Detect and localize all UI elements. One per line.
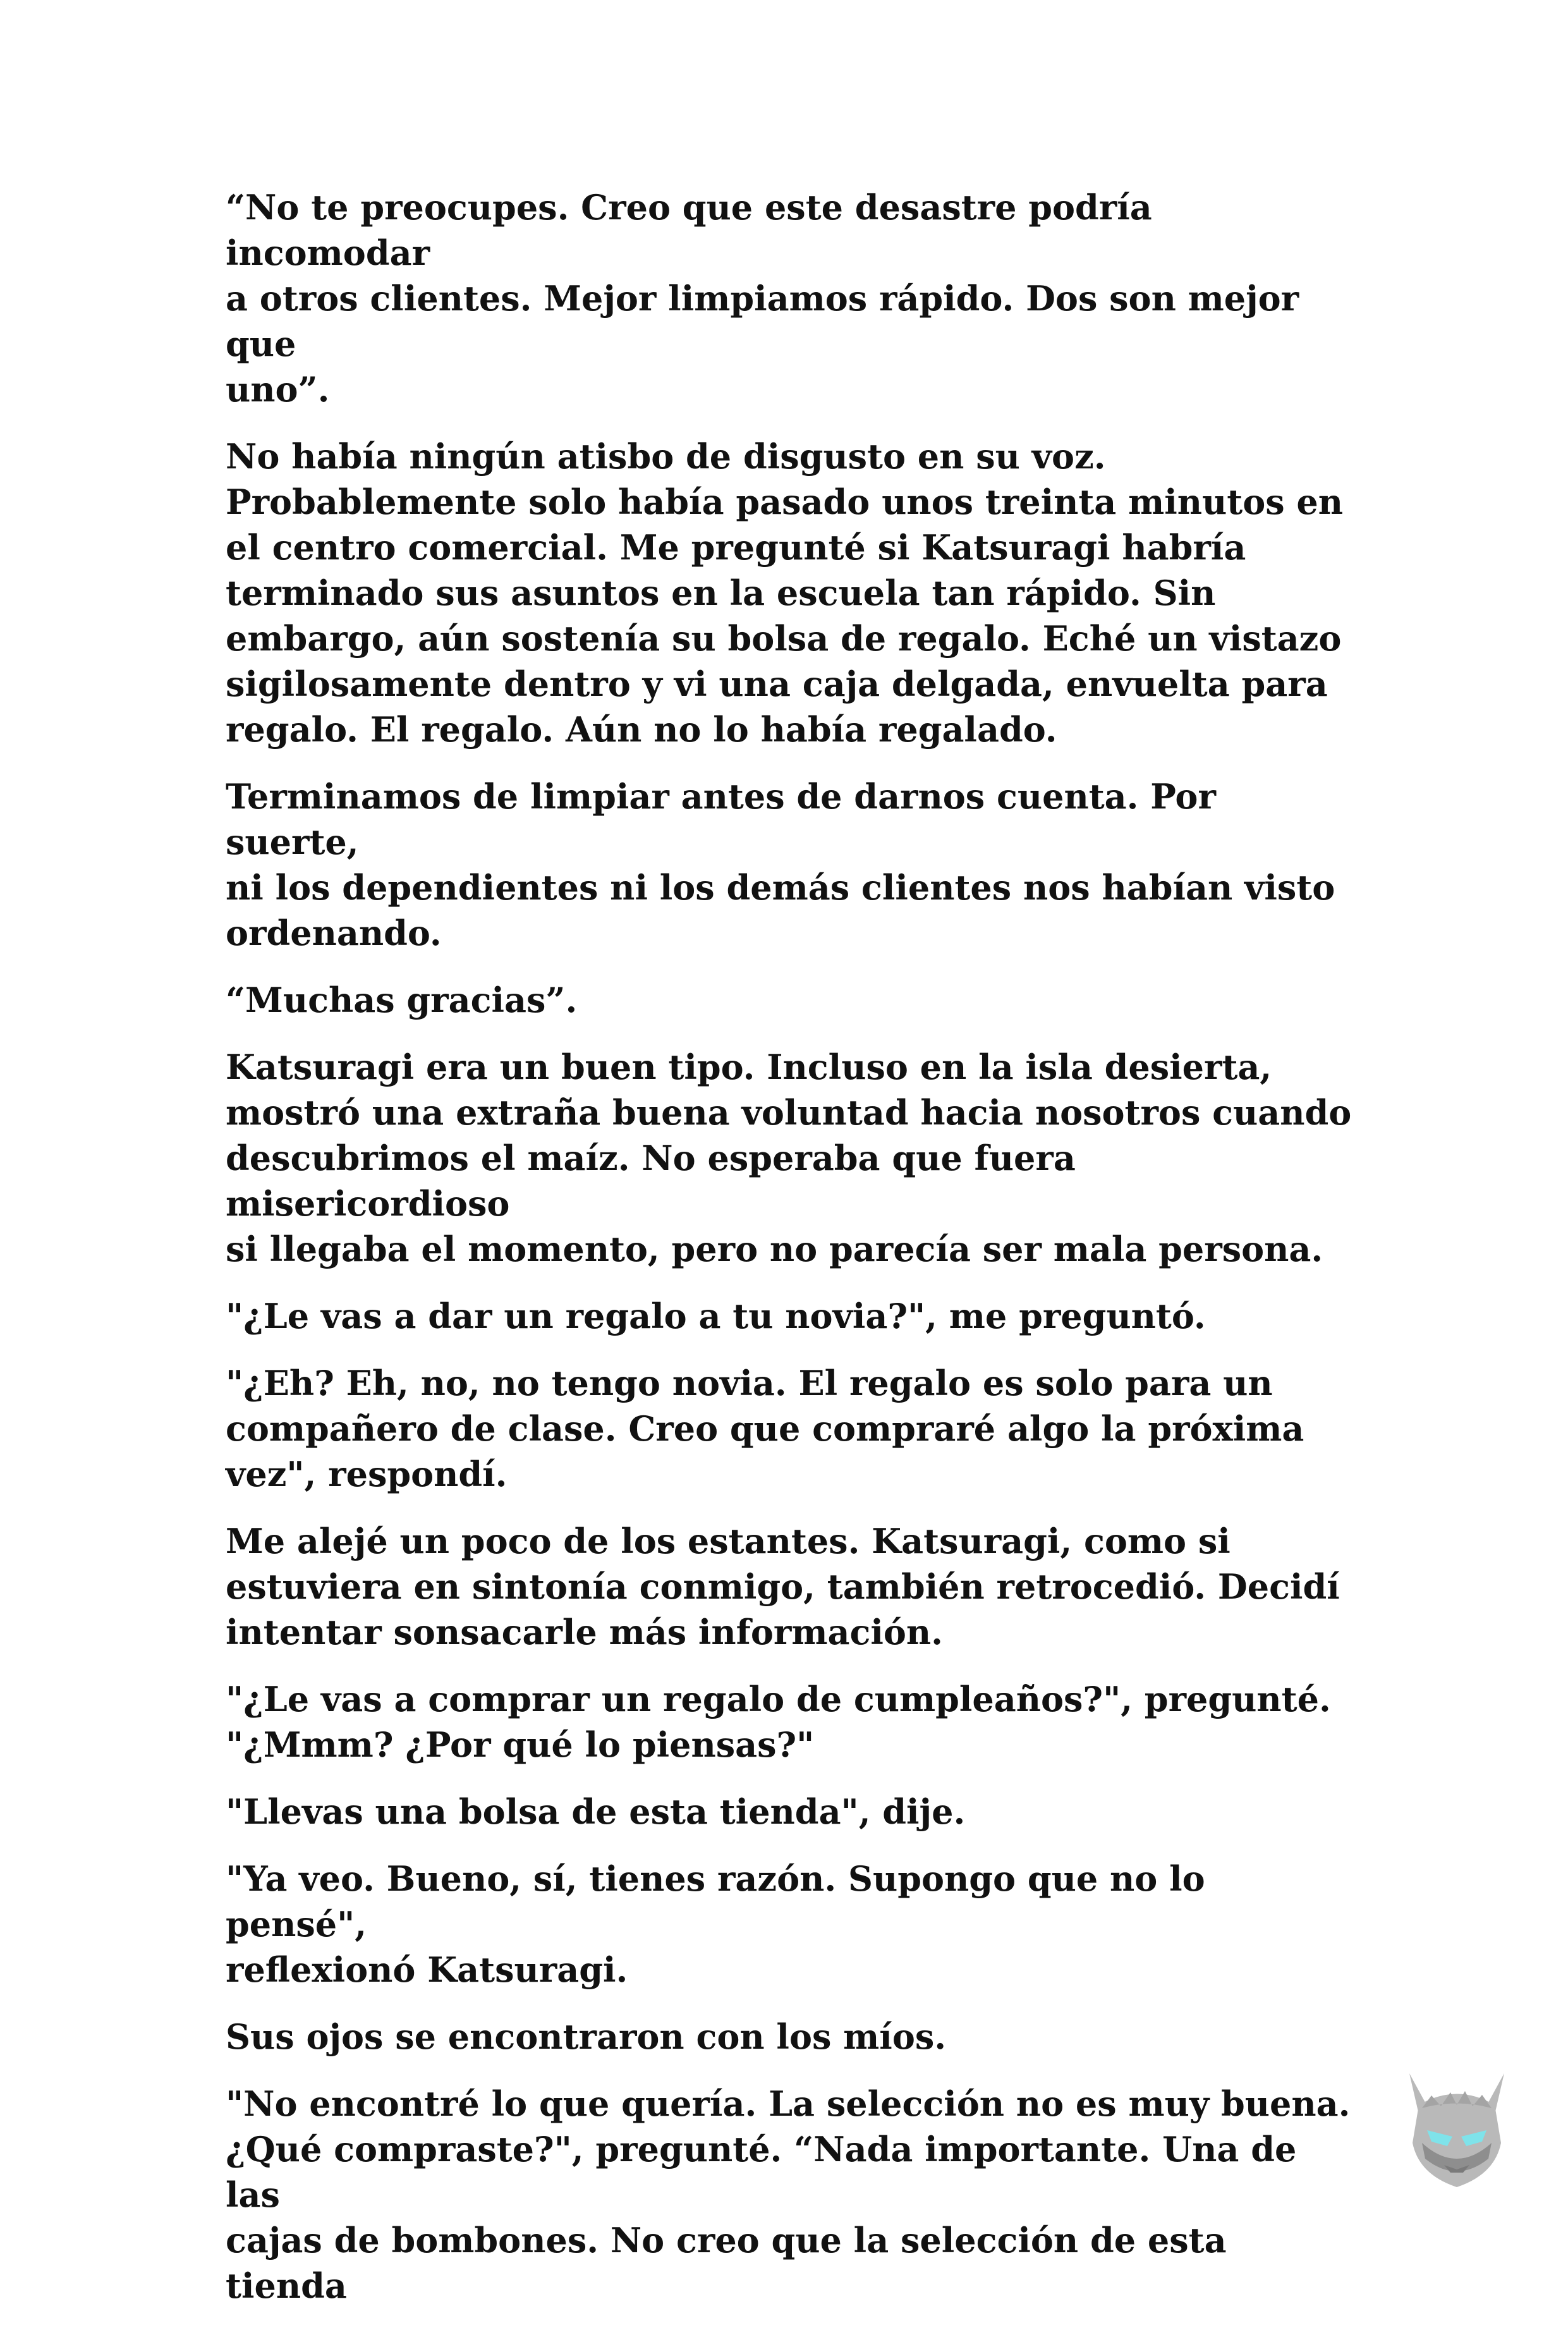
paragraph: “No te preocupes. Creo que este desastre podría incomodar a otros clientes. Mejor limpiamos rápido. Dos son mejor que uno”. [226, 187, 1299, 410]
body-text [226, 185, 1357, 2330]
paragraph: No había ningún atisbo de disgusto en su voz. Probablemente solo había pasado unos treinta minutos en el centro comercial. Me pregunté si Katsuragi habría terminado sus asuntos en la escuela tan rápido. Sin embargo, aún sostenía su bolsa de regalo. Eché un vistazo sigilosamente dentro y vi una caja delgada, envuelta para regalo. El regalo. Aún no lo había regalado. [226, 436, 1344, 750]
paragraph: "No encontré lo que quería. La selección no es muy buena. ¿Qué compraste?", pregunté. “Nada importante. Una de las cajas de bombones. No creo que la selección de esta tienda [226, 2083, 1351, 2306]
paragraph: "¿Le vas a dar un regalo a tu novia?", me preguntó. [226, 1296, 1206, 1336]
paragraph: "¿Eh? Eh, no, no tengo novia. El regalo es solo para un compañero de clase. Creo que compraré algo la próxima vez", respondí. [226, 1363, 1304, 1494]
paragraph: Katsuragi era un buen tipo. Incluso en la isla desierta, mostró una extraña buena voluntad hacia nosotros cuando descubrimos el maíz. No esperaba que fuera misericordioso si llegaba el momento, pero no parecía ser mala persona. [226, 1047, 1352, 1269]
paragraph: “Muchas gracias”. [226, 980, 578, 1020]
paragraph: Terminamos de limpiar antes de darnos cuenta. Por suerte, ni los dependientes ni los demás clientes nos habían visto ordenando. [226, 776, 1335, 953]
demon-head-logo-icon [1384, 2048, 1529, 2193]
paragraph: "Llevas una bolsa de esta tienda", dije. [226, 1791, 966, 1832]
paragraph: "¿Le vas a comprar un regalo de cumpleaños?", pregunté. "¿Mmm? ¿Por qué lo piensas?" [226, 1679, 1331, 1765]
paragraph: Sus ojos se encontraron con los míos. [226, 2016, 947, 2057]
paragraph: Me alejé un poco de los estantes. Katsuragi, como si estuviera en sintonía conmigo, también retrocedió. Decidí intentar sonsacarle más información. [226, 1521, 1340, 1652]
paragraph: "Ya veo. Bueno, sí, tienes razón. Supongo que no lo pensé", reflexionó Katsuragi. [226, 1858, 1205, 1990]
